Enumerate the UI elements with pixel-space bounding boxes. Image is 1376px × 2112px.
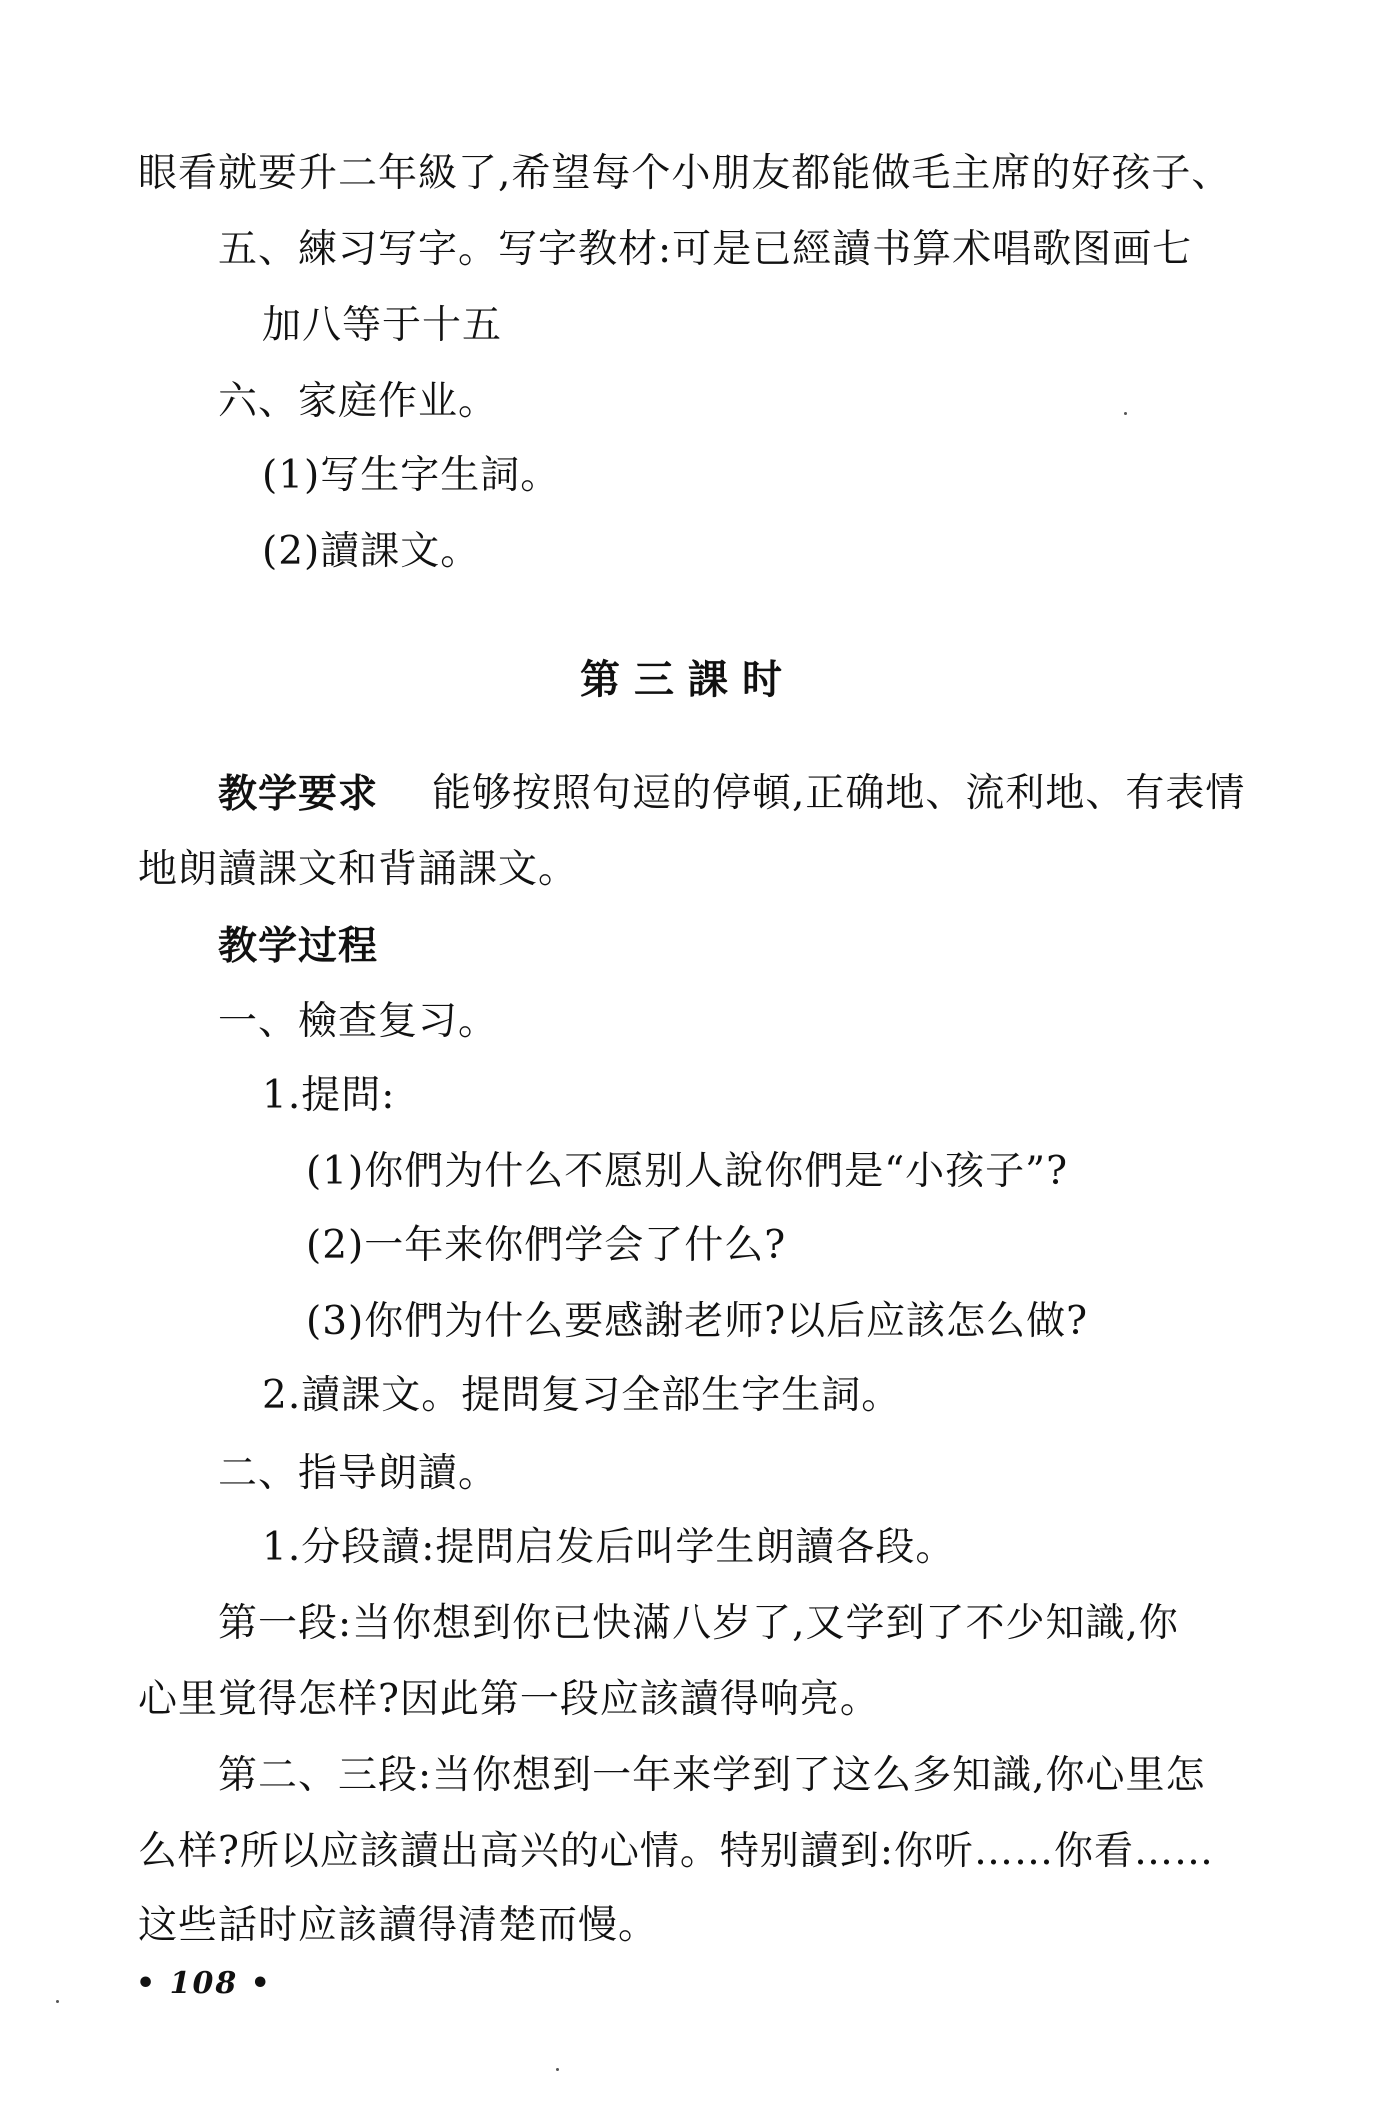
text-line-1: 眼看就要升二年級了,希望每个小朋友都能做毛主席的好孩子、 — [138, 151, 1232, 196]
text-line-10: 地朗讀課文和背誦課文。 — [138, 847, 579, 892]
page-number: • 108 • — [136, 1966, 272, 2001]
review-item: 2.讀課文。提問复习全部生字生詞。 — [262, 1373, 902, 1418]
question-2: (2)一年来你們学会了什么? — [306, 1223, 787, 1268]
homework-item-1: (1)写生字生詞。 — [262, 453, 561, 498]
paragraph-one-line-1: 第一段:当你想到你已快滿八岁了,又学到了不少知識,你 — [218, 1601, 1179, 1646]
paragraph-two-line-1: 第二、三段:当你想到一年来学到了这么多知識,你心里怎 — [218, 1753, 1206, 1798]
teaching-requirements-label: 教学要求 — [218, 771, 379, 817]
section-two-heading: 二、指导朗讀。 — [218, 1451, 499, 1496]
paragraph-one-line-2: 心里覚得怎样?因此第一段应該讀得响亮。 — [138, 1677, 880, 1722]
scan-speck — [1124, 412, 1127, 415]
section-six-heading: 六、家庭作业。 — [218, 379, 499, 424]
reading-item-1: 1.分段讀:提問启发后叫学生朗讀各段。 — [262, 1525, 956, 1570]
section-one-heading: 一、檢查复习。 — [218, 999, 499, 1044]
scan-speck — [56, 2000, 59, 2003]
teaching-process-label: 教学过程 — [218, 923, 379, 969]
question-heading: 1.提問: — [262, 1073, 396, 1118]
question-1: (1)你們为什么不愿别人說你們是“小孩子”? — [306, 1149, 1069, 1194]
question-3: (3)你們为什么要感謝老师?以后应該怎么做? — [306, 1299, 1089, 1344]
paragraph-two-line-2: 么样?所以应該讀出高兴的心情。特别讀到:你听……你看…… — [138, 1829, 1215, 1874]
paragraph-two-line-3: 这些話时应該讀得清楚而慢。 — [138, 1903, 659, 1948]
text-line-3: 加八等于十五 — [262, 303, 503, 348]
scan-speck — [556, 2068, 559, 2071]
teaching-requirements-text: 能够按照句逗的停頓,正确地、流利地、有表情 — [432, 771, 1246, 816]
lesson-title: 第三課时 — [580, 656, 796, 703]
homework-item-2: (2)讀課文。 — [262, 529, 481, 574]
section-five-heading: 五、練习写字。写字教材:可是已經讀书算术唱歌图画七 — [218, 227, 1193, 272]
